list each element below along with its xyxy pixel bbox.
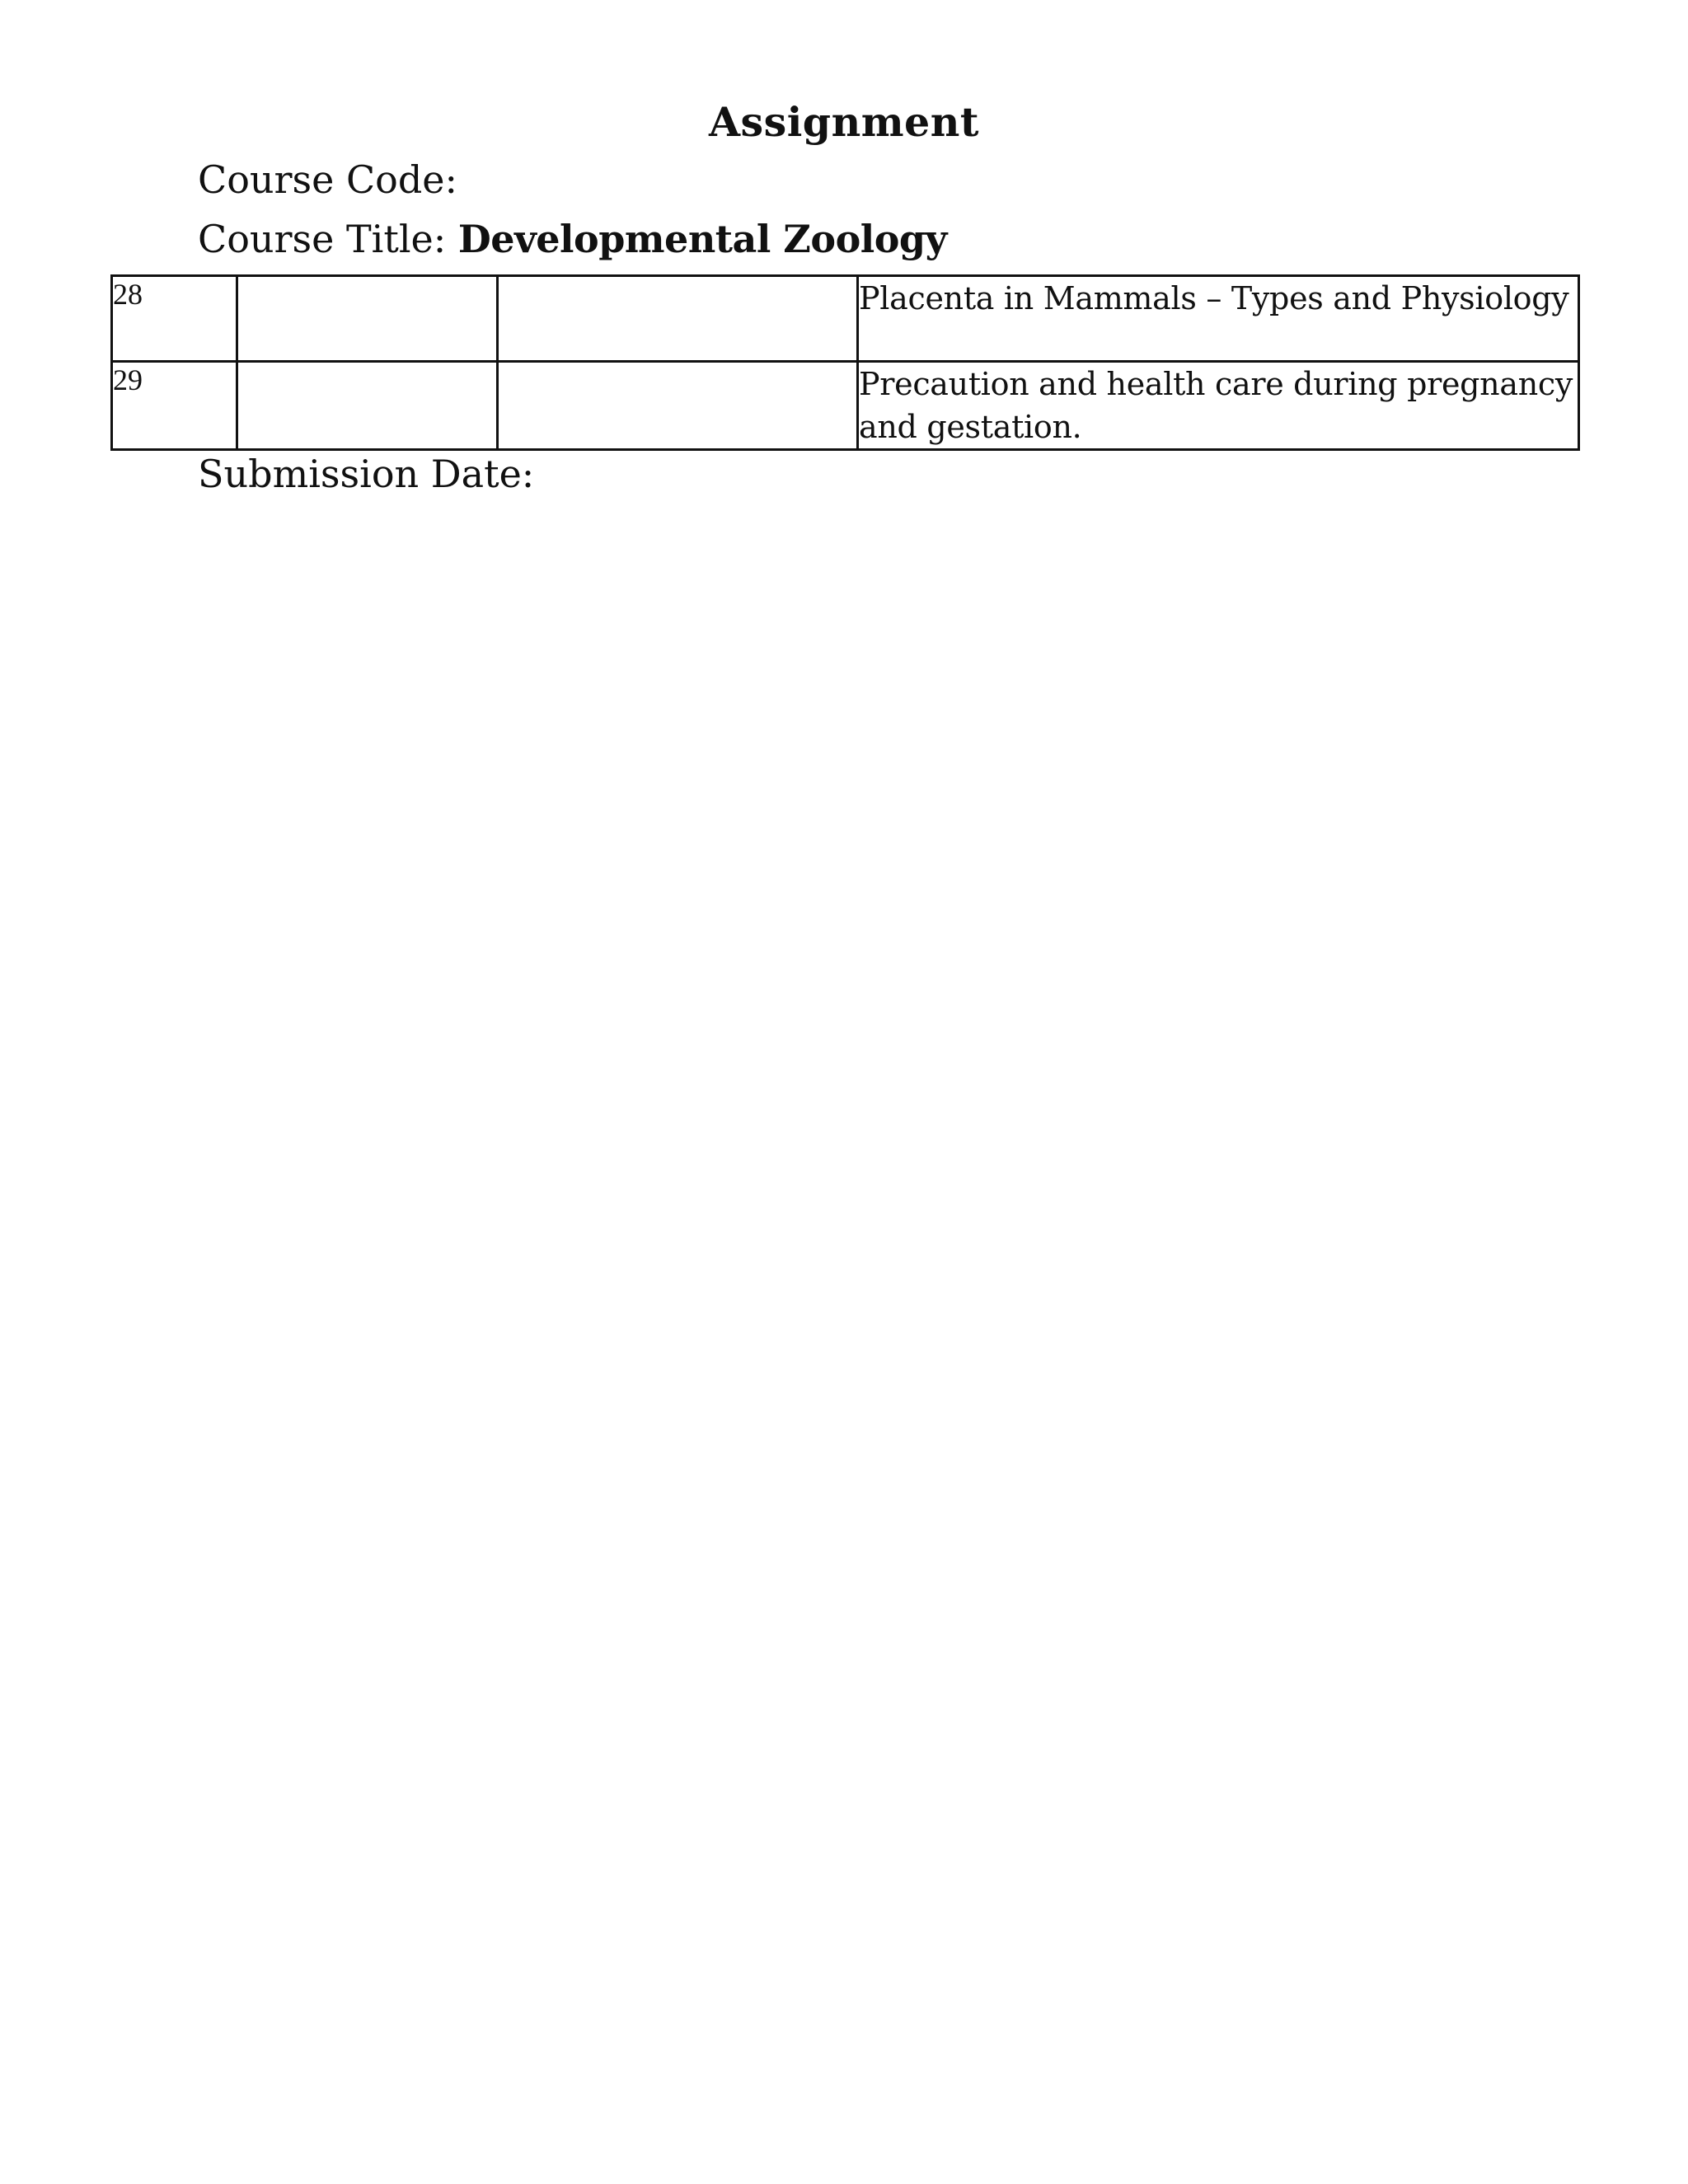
submission-date-label: Submission Date:	[198, 452, 535, 496]
empty-cell	[498, 362, 858, 450]
course-title-value: Developmental Zoology	[457, 217, 947, 261]
assignment-table	[110, 274, 1580, 451]
topic-cell: Precaution and health care during pregnancy and gestation.	[858, 362, 1579, 450]
page-title: Assignment	[709, 98, 979, 146]
empty-cell	[498, 276, 858, 362]
table-row	[112, 276, 1579, 362]
empty-cell	[237, 276, 498, 362]
submission-date-line	[198, 449, 534, 499]
course-title-label: Course Title:	[198, 217, 447, 261]
topic-cell: Placenta in Mammals – Types and Physiology	[858, 276, 1579, 362]
table-row	[112, 362, 1579, 450]
empty-cell	[237, 362, 498, 450]
row-number-cell: 29	[112, 362, 237, 450]
course-code-label: Course Code:	[198, 157, 458, 202]
course-title-line	[198, 214, 947, 264]
row-number-cell: 28	[112, 276, 237, 362]
course-code-line	[198, 155, 457, 204]
